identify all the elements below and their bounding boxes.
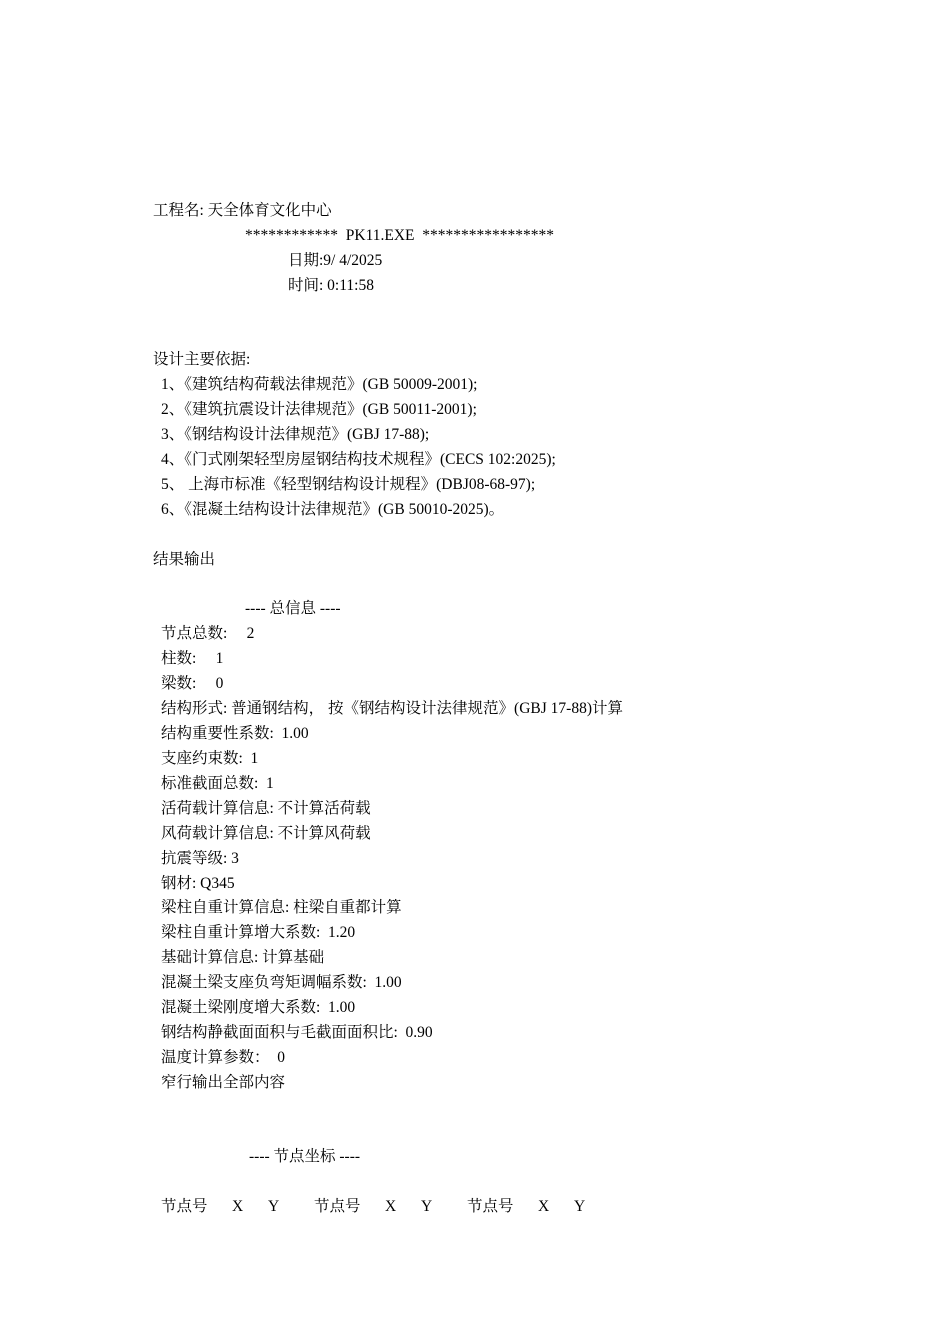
column-header-x: X bbox=[232, 1198, 244, 1215]
column-header-x: X bbox=[538, 1198, 550, 1215]
basis-title: 设计主要依据: bbox=[153, 351, 251, 368]
general-info-item: 混凝土梁支座负弯矩调幅系数: 1.00 bbox=[161, 974, 402, 991]
general-info-item: 结构重要性系数: 1.00 bbox=[161, 725, 309, 742]
column-header-y: Y bbox=[421, 1198, 433, 1215]
column-header-y: Y bbox=[574, 1198, 586, 1215]
general-info-header: ---- 总信息 ---- bbox=[245, 600, 341, 617]
general-info-item: 标准截面总数: 1 bbox=[161, 775, 274, 792]
basis-item: 2、《建筑抗震设计法律规范》(GB 50011-2001); bbox=[161, 401, 477, 418]
project-name: 工程名: 天全体育文化中心 bbox=[153, 202, 332, 219]
general-info-item: 混凝土梁刚度增大系数: 1.00 bbox=[161, 999, 356, 1016]
general-info-item: 抗震等级: 3 bbox=[161, 850, 239, 867]
results-title: 结果输出 bbox=[153, 551, 216, 568]
time-line: 时间: 0:11:58 bbox=[288, 277, 374, 294]
program-banner: ************ PK11.EXE ***************** bbox=[245, 227, 554, 244]
node-coords-header: ---- 节点坐标 ---- bbox=[249, 1148, 361, 1165]
general-info-item: 基础计算信息: 计算基础 bbox=[161, 949, 325, 966]
node-coords-column-headers bbox=[0, 1197, 950, 1217]
general-info-item: 梁柱自重计算信息: 柱梁自重都计算 bbox=[161, 899, 402, 916]
general-info-item: 节点总数: 2 bbox=[161, 625, 255, 642]
basis-item: 5、 上海市标准《轻型钢结构设计规程》(DBJ08-68-97); bbox=[161, 476, 536, 493]
general-info-item: 风荷载计算信息: 不计算风荷载 bbox=[161, 825, 371, 842]
general-info-item: 钢结构静截面面积与毛截面面积比: 0.90 bbox=[161, 1024, 433, 1041]
general-info-item: 支座约束数: 1 bbox=[161, 750, 259, 767]
column-header-y: Y bbox=[268, 1198, 280, 1215]
basis-item: 4、《门式刚架轻型房屋钢结构技术规程》(CECS 102:2025); bbox=[161, 451, 556, 468]
general-info-item: 温度计算参数： 0 bbox=[161, 1049, 286, 1066]
general-info-item: 梁数: 0 bbox=[161, 675, 224, 692]
general-info-item: 活荷载计算信息: 不计算活荷载 bbox=[161, 800, 371, 817]
basis-item: 6、《混凝土结构设计法律规范》(GB 50010-2025)。 bbox=[161, 501, 505, 518]
date-line: 日期:9/ 4/2025 bbox=[288, 252, 383, 269]
column-header-node-number: 节点号 bbox=[161, 1198, 208, 1215]
basis-item: 1、《建筑结构荷载法律规范》(GB 50009-2001); bbox=[161, 376, 478, 393]
basis-item: 3、《钢结构设计法律规范》(GBJ 17-88); bbox=[161, 426, 430, 443]
column-header-x: X bbox=[385, 1198, 397, 1215]
general-info-item: 结构形式: 普通钢结构， 按《钢结构设计法律规范》(GBJ 17-88)计算 bbox=[161, 700, 623, 717]
general-info-item: 梁柱自重计算增大系数: 1.20 bbox=[161, 924, 356, 941]
general-info-item: 窄行输出全部内容 bbox=[161, 1074, 286, 1091]
column-header-node-number: 节点号 bbox=[314, 1198, 361, 1215]
column-header-node-number: 节点号 bbox=[467, 1198, 514, 1215]
general-info-item: 钢材: Q345 bbox=[161, 875, 235, 892]
general-info-item: 柱数: 1 bbox=[161, 650, 224, 667]
